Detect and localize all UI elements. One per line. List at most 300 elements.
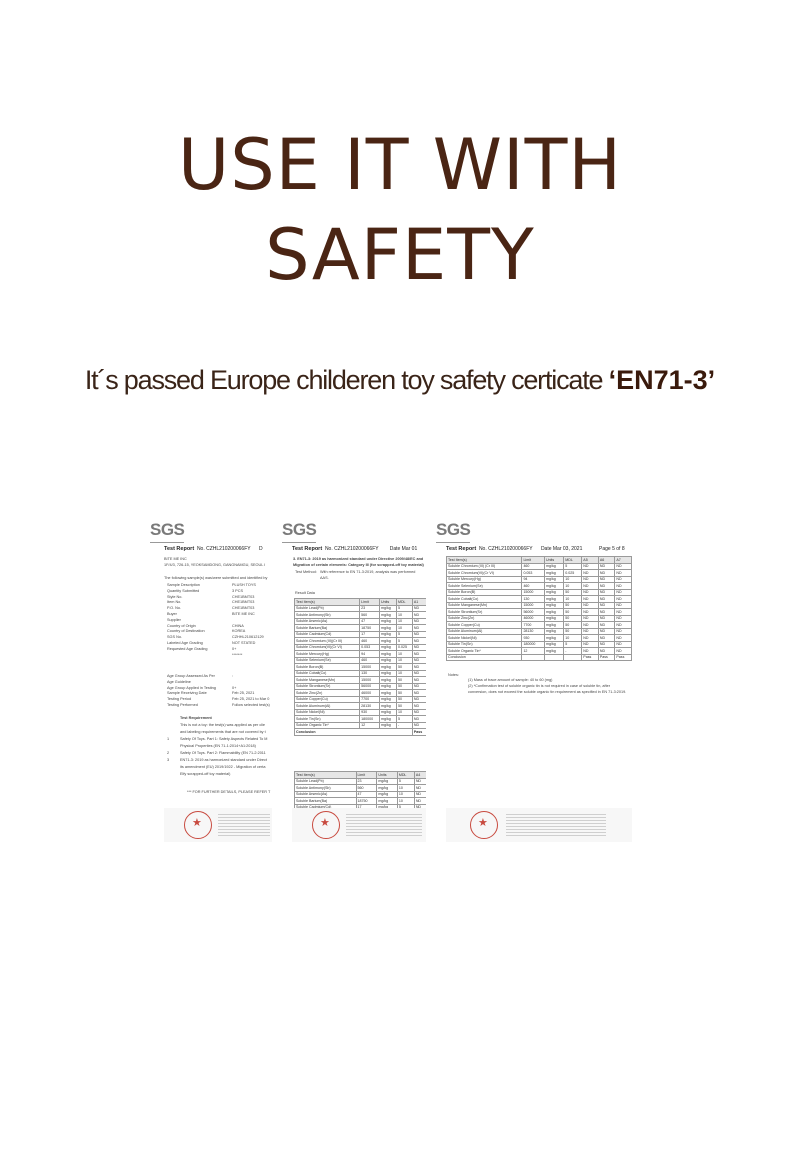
table-cell: 560	[356, 785, 377, 792]
field-value: PLUSH TOYS	[232, 583, 256, 587]
table-cell: 56000	[360, 683, 380, 690]
field-value: NOT STATED	[232, 641, 256, 645]
table-cell: Soluble Boron(B)	[447, 589, 522, 596]
table-cell: 7700	[522, 622, 545, 629]
table-cell: ND	[615, 589, 632, 596]
table-cell: mg/kg	[377, 778, 398, 785]
table-cell	[522, 654, 545, 661]
table-cell: mg/kg	[545, 648, 564, 655]
table-cell: 15000	[360, 677, 380, 684]
table-cell: ND	[598, 589, 615, 596]
table-cell: mg/kg	[380, 625, 397, 632]
field-value: 0+	[232, 685, 237, 690]
table-cell: ND	[412, 703, 426, 710]
table-cell: 10	[396, 651, 412, 658]
table-cell: 0.053	[522, 570, 545, 577]
table-cell: ND	[615, 628, 632, 635]
field-value: CHINA	[232, 623, 244, 628]
table-cell: mg/kg	[380, 709, 397, 716]
table-cell: ND	[412, 683, 426, 690]
table-cell: ND	[582, 609, 599, 616]
table-cell: 10	[396, 618, 412, 625]
report-header: Test Report No. CZHL210200066FY Date Mar 01	[292, 546, 418, 552]
table-cell: 50	[564, 602, 582, 609]
table-cell: Soluble Zinc(Zn)	[447, 615, 522, 622]
table-cell: ND	[598, 641, 615, 648]
table-cell: 15000	[522, 602, 545, 609]
table-cell: ND	[615, 648, 632, 655]
column-header: Limit	[522, 557, 545, 564]
table-cell: mg/kg	[377, 798, 398, 805]
table-cell: Pass	[582, 654, 599, 661]
field-value: CHE1BMT03	[232, 606, 255, 611]
column-header: Test Item(s)	[295, 599, 360, 606]
table-cell: 47	[356, 791, 377, 798]
table-cell: 28130	[522, 628, 545, 635]
table-cell: ND	[582, 615, 599, 622]
table-cell: Soluble Antimony(Sb)	[295, 785, 357, 792]
table-cell: Soluble Barium(Ba)	[295, 798, 357, 805]
column-header: MDL	[396, 599, 412, 606]
table-cell: Soluble Arsenic(As)	[295, 791, 357, 798]
table-cell: ND	[598, 583, 615, 590]
table-cell: ND	[412, 612, 426, 619]
table-cell: Soluble Tin(Sn)	[447, 641, 522, 648]
table-cell: ND	[615, 609, 632, 616]
table-cell: 10	[397, 785, 414, 792]
table-cell	[564, 654, 582, 661]
table-cell: 50	[564, 622, 582, 629]
sgs-stamp-icon	[470, 811, 498, 839]
table-cell: ND	[412, 657, 426, 664]
column-header: A6	[598, 557, 615, 564]
table-cell: 5	[396, 631, 412, 638]
table-cell: ND	[582, 648, 599, 655]
table-cell: 560	[360, 612, 380, 619]
standard-title: 3. EN71-3: 2019 as harmonized standard under Directive 2009/48/EC and	[293, 557, 424, 561]
table-cell: ND	[615, 602, 632, 609]
method-label: Test Method:	[295, 570, 317, 574]
table-cell: mg/kg	[545, 596, 564, 603]
table-cell: 10	[396, 612, 412, 619]
conclusion-label: Conclusion	[295, 729, 413, 736]
table-cell: ND	[615, 615, 632, 622]
table-cell: ND	[598, 576, 615, 583]
column-header: Test Item(s)	[295, 772, 357, 779]
table-cell: 12	[360, 722, 380, 729]
table-cell: Soluble Cobalt(Co)	[447, 596, 522, 603]
column-header: Test Item(s)	[447, 557, 522, 564]
field-value: BITE ME INC	[232, 612, 255, 616]
table-cell: 5	[564, 641, 582, 648]
table-cell: Soluble Aluminum(Al)	[447, 628, 522, 635]
table-cell: 10	[396, 657, 412, 664]
table-cell: Soluble Lead(Pb)	[295, 605, 360, 612]
table-cell: 15000	[360, 664, 380, 671]
table-cell: ND	[412, 644, 426, 651]
table-cell: ND	[582, 602, 599, 609]
report-header: Test Report No. CZHL210200066FY D	[164, 546, 263, 552]
table-cell: ND	[582, 641, 599, 648]
table-cell: ND	[412, 722, 426, 729]
table-cell: 10	[396, 625, 412, 632]
table-cell: mg/kg	[380, 618, 397, 625]
field-label: Country of Destination	[167, 629, 205, 634]
table-cell: ND	[414, 785, 426, 792]
table-cell: Soluble Nickel(Ni)	[295, 709, 360, 716]
table-cell: ND	[582, 589, 599, 596]
table-cell: mg/kg	[380, 690, 397, 697]
table-cell: Soluble Strontium(Sr)	[447, 609, 522, 616]
table-cell: Soluble Barium(Ba)	[295, 625, 360, 632]
sgs-logo: SGS	[436, 520, 471, 539]
table-row	[447, 654, 632, 661]
requirement-text: and labeling requirements that are not covered by t	[180, 730, 266, 734]
table-cell: Soluble Strontium(Sr)	[295, 683, 360, 690]
requirement-header: Test Requirement	[180, 716, 212, 720]
table-cell: ND	[412, 625, 426, 632]
table-cell: 930	[522, 635, 545, 642]
table-cell: Soluble Chromium(VI)(Cr VI)	[447, 570, 522, 577]
table-cell: 94	[522, 576, 545, 583]
table-cell: mg/kg	[380, 683, 397, 690]
table-cell: 23	[360, 605, 380, 612]
table-cell: ND	[412, 690, 426, 697]
column-header: Units	[377, 772, 398, 779]
column-header: Units	[380, 599, 397, 606]
table-cell: mg/kg	[545, 622, 564, 629]
field-value: Feb 25, 2021	[232, 691, 255, 696]
table-cell: ND	[414, 778, 426, 785]
table-cell: mg/kg	[380, 670, 397, 677]
table-cell: 50	[396, 690, 412, 697]
result-table	[446, 556, 632, 661]
table-cell: Soluble Tin(Sn)	[295, 716, 360, 723]
field-value: CHE1BMT03	[232, 594, 255, 599]
table-cell: ND	[582, 583, 599, 590]
table-cell: 5	[397, 778, 414, 785]
table-cell: ND	[582, 596, 599, 603]
field-label: Country of Origin	[167, 623, 196, 628]
method-text: With reference to EN 71-3:2019, analysis was performed	[320, 570, 416, 574]
table-cell: mg/kg	[380, 605, 397, 612]
table-cell: 0.025	[396, 644, 412, 651]
table-cell: 10	[396, 709, 412, 716]
table-cell: 7700	[360, 696, 380, 703]
table-cell: ND	[615, 596, 632, 603]
field-value: Follow selected test(s)	[232, 703, 270, 707]
table-cell: 10	[564, 576, 582, 583]
result-table	[294, 598, 426, 736]
table-cell: ND	[598, 609, 615, 616]
requirement-number: 2	[167, 751, 170, 755]
table-cell: ND	[582, 628, 599, 635]
table-cell: 130	[522, 596, 545, 603]
table-cell: 10	[564, 583, 582, 590]
requirement-number: 1	[167, 737, 170, 741]
table-cell: 56000	[522, 609, 545, 616]
sgs-stamp-icon	[312, 811, 340, 839]
column-header: MDL	[397, 772, 414, 779]
column-header: Limit	[356, 772, 377, 779]
field-label: Requested Age Grading	[167, 646, 208, 651]
headline-line-1: USE IT WITH	[177, 124, 623, 206]
table-cell: ND	[412, 651, 426, 658]
table-cell: 23	[356, 778, 377, 785]
table-cell: 180000	[360, 716, 380, 723]
requirement-text: This is not a toy: the test(s) was applied as per clie	[180, 723, 266, 727]
table-cell: 15000	[522, 589, 545, 596]
table-cell: ND	[598, 628, 615, 635]
table-cell: Soluble Lead(Pb)	[295, 778, 357, 785]
notes-label: Notes:	[448, 673, 459, 677]
field-label: Sample Receiving Date	[167, 691, 207, 696]
table-cell: mg/kg	[545, 641, 564, 648]
table-cell: 10	[397, 791, 414, 798]
table-cell: ND	[598, 635, 615, 642]
table-cell: ND	[582, 622, 599, 629]
field-value: CZHHL210612129	[232, 635, 264, 640]
result-table-2	[294, 771, 426, 811]
table-cell: Soluble Manganese(Mn)	[295, 677, 360, 684]
note-line: (2) *Confirmation test of soluble organic tin is not required in case of soluble tin, after	[468, 684, 611, 688]
footer-note: *** FOR FURTHER DETAILS, PLEASE REFER T	[187, 790, 271, 794]
table-cell: mg/kg	[380, 677, 397, 684]
field-label: Age Group Applied in Testing	[167, 685, 216, 690]
table-cell: ND	[598, 570, 615, 577]
table-cell: Conclusion	[447, 654, 522, 661]
table-cell: mg/kg	[377, 791, 398, 798]
table-cell: ND	[412, 664, 426, 671]
table-cell: 94	[360, 651, 380, 658]
table-cell: 18750	[356, 798, 377, 805]
table-cell: mg/kg	[380, 631, 397, 638]
table-cell: Soluble Zinc(Zn)	[295, 690, 360, 697]
table-cell: ND	[582, 563, 599, 570]
sgs-stamp-icon	[184, 811, 212, 839]
note-line: (1) Mass of trace amount of sample: 40 to 60 (mg)	[468, 678, 553, 682]
table-cell: mg/kg	[545, 635, 564, 642]
table-cell: ND	[598, 615, 615, 622]
table-cell: 50	[564, 615, 582, 622]
table-cell: ND	[582, 635, 599, 642]
table-cell: Soluble Organic Tin*	[295, 722, 360, 729]
table-cell: mg/kg	[380, 657, 397, 664]
field-value: :	[232, 674, 234, 678]
table-cell: 18750	[360, 625, 380, 632]
standard-subtitle: Migration of certain elements: Category III (for scrapped-off toy material)	[293, 563, 424, 567]
table-cell: Soluble Manganese(Mn)	[447, 602, 522, 609]
table-cell: Soluble Boron(B)	[295, 664, 360, 671]
table-cell: ND	[582, 570, 599, 577]
table-cell: 47	[360, 618, 380, 625]
table-cell: 5	[396, 605, 412, 612]
column-header: A5	[582, 557, 599, 564]
table-cell: Soluble Chromium(VI)(Cr VI)	[295, 644, 360, 651]
field-label: Style No.	[167, 594, 183, 599]
field-label: Sample Description	[167, 583, 200, 587]
table-cell: mg/kg	[545, 628, 564, 635]
table-cell: 0.025	[564, 570, 582, 577]
table-cell: mg/kg	[380, 664, 397, 671]
table-cell: 460	[360, 657, 380, 664]
table-cell: ND	[615, 622, 632, 629]
table-cell: 180000	[522, 641, 545, 648]
field-label: Age Group Assessed As Per	[167, 674, 215, 678]
table-cell: mg/kg	[545, 602, 564, 609]
test-report-page-1	[142, 518, 272, 846]
field-label: SGS No.	[167, 635, 182, 640]
field-label: Testing Performed	[167, 703, 198, 707]
fine-print	[506, 814, 606, 836]
sgs-logo: SGS	[150, 520, 185, 539]
table-cell: Soluble Arsenic(As)	[295, 618, 360, 625]
table-cell: 930	[360, 709, 380, 716]
intro-text: The following sample(s) was/were submitted and identified by	[164, 576, 268, 580]
table-cell: Soluble Antimony(Sb)	[295, 612, 360, 619]
method-text-2: AAS.	[320, 576, 329, 580]
field-label: Quantity Submitted	[167, 588, 200, 593]
column-header: A4	[414, 772, 426, 779]
table-cell: Pass	[598, 654, 615, 661]
table-cell: 50	[564, 589, 582, 596]
field-value: Feb 25, 2021 to Mar 0	[232, 697, 270, 702]
table-cell: ND	[615, 576, 632, 583]
report-footer	[446, 808, 632, 842]
table-cell: 50	[396, 683, 412, 690]
field-label: Item No.	[167, 600, 182, 605]
field-label: P.O. No.	[167, 606, 182, 611]
table-cell: 17	[360, 631, 380, 638]
field-value: *******	[232, 652, 243, 657]
requirement-text: its amendment (EU) 2019/1922 - Migration of certa	[180, 765, 266, 769]
table-cell: mg/kg	[545, 583, 564, 590]
conclusion-value: Pass	[412, 729, 426, 736]
table-cell: Soluble Nickel(Ni)	[447, 635, 522, 642]
table-cell: 0.053	[360, 644, 380, 651]
table-cell: ND	[598, 622, 615, 629]
table-cell: ND	[412, 618, 426, 625]
table-cell: Soluble Copper(Cu)	[295, 696, 360, 703]
note-line: conversion, does not exceed the soluble organic tin requirement as specified in EN 71-3:2019.	[468, 690, 627, 694]
table-cell: ND	[412, 670, 426, 677]
table-cell: ND	[412, 631, 426, 638]
table-cell: Soluble Chromium (III) (Cr III)	[447, 563, 522, 570]
table-cell: Soluble Cobalt(Co)	[295, 670, 360, 677]
column-header: A7	[615, 557, 632, 564]
table-cell: 10	[564, 635, 582, 642]
table-cell: mg/kg	[545, 609, 564, 616]
table-cell: 50	[564, 628, 582, 635]
table-cell: mg/kg	[545, 576, 564, 583]
caption-text: It´s passed Europe childeren toy safety certicate	[84, 365, 609, 395]
sgs-logo: SGS	[282, 520, 317, 539]
table-cell: 50	[396, 696, 412, 703]
table-cell: 10	[396, 670, 412, 677]
table-cell: 5	[396, 716, 412, 723]
table-cell: mg/kg	[380, 612, 397, 619]
table-cell: Soluble Organic Tin*	[447, 648, 522, 655]
table-cell: 130	[360, 670, 380, 677]
field-label: Supplier	[167, 617, 181, 622]
requirement-text: Elfy scrapped-off toy material)	[180, 772, 231, 776]
table-cell: ND	[412, 605, 426, 612]
test-report-page-2	[280, 518, 426, 846]
table-cell: mg/kg	[380, 722, 397, 729]
report-header: Test Report No. CZHL210200066FY Date Mar 03, 2021 Page 5 of 8	[446, 546, 625, 552]
table-cell: ND	[598, 596, 615, 603]
requirement-text: Physical Properties (EN 71-1:2014+A1:2018)	[180, 744, 256, 748]
table-cell: mg/kg	[545, 615, 564, 622]
table-cell: ND	[414, 791, 426, 798]
table-cell: Soluble Aluminum(Al)	[295, 703, 360, 710]
table-cell: -	[564, 648, 582, 655]
table-cell: 46000	[522, 615, 545, 622]
table-cell: 10	[397, 798, 414, 805]
table-cell: ND	[414, 798, 426, 805]
table-cell: ND	[412, 716, 426, 723]
table-cell: 460	[522, 583, 545, 590]
column-header: MDL	[564, 557, 582, 564]
table-cell: mg/kg	[377, 785, 398, 792]
table-cell: Soluble Selenium(Se)	[295, 657, 360, 664]
fine-print	[218, 814, 270, 836]
table-cell: ND	[598, 648, 615, 655]
table-cell: mg/kg	[380, 638, 397, 645]
client-address: 1F/4/3, 726-15, YEOKSAMDONG, GANGNAMGU, SEOUL I	[164, 563, 266, 567]
field-label: Buyer	[167, 612, 177, 616]
requirement-text: Safety Of Toys. Part 2: Flammability (EN 71-2:2011	[180, 751, 266, 755]
requirement-text: Safety Of Toys. Part 1: Safety Aspects Related To M	[180, 737, 268, 741]
field-label: Testing Period	[167, 697, 192, 702]
table-cell: ND	[598, 563, 615, 570]
table-cell: Soluble Mercury(Hg)	[295, 651, 360, 658]
field-value: 3 PCS	[232, 588, 243, 593]
report-footer	[292, 808, 426, 842]
table-cell: Soluble Cadmium(Cd)	[295, 631, 360, 638]
table-cell: ND	[598, 602, 615, 609]
table-cell: ND	[412, 638, 426, 645]
table-cell: ND	[615, 570, 632, 577]
table-cell: ND	[412, 709, 426, 716]
table-cell: ND	[412, 696, 426, 703]
table-cell: 50	[396, 703, 412, 710]
table-cell: -	[396, 722, 412, 729]
table-cell: 46000	[360, 690, 380, 697]
table-cell: 28130	[360, 703, 380, 710]
certificate-name: ‘EN71-3’	[608, 365, 716, 395]
table-cell: 5	[396, 638, 412, 645]
table-cell: 460	[522, 563, 545, 570]
table-cell: ND	[412, 677, 426, 684]
column-header: Units	[545, 557, 564, 564]
table-cell: 10	[564, 596, 582, 603]
table-cell: mg/kg	[545, 563, 564, 570]
field-label: Labeled Age Grading	[167, 641, 203, 645]
column-header: Limit	[360, 599, 380, 606]
fine-print	[346, 814, 422, 836]
test-report-page-3	[436, 518, 634, 846]
table-cell: ND	[582, 576, 599, 583]
field-value: KOREA	[232, 629, 246, 634]
table-cell: ND	[615, 583, 632, 590]
table-cell: 50	[564, 609, 582, 616]
requirement-text: EN71-3: 2019 as harmonized standard under Direct	[180, 758, 267, 762]
table-cell: 50	[396, 664, 412, 671]
headline-line-2: SAFETY	[265, 214, 535, 296]
conclusion-row	[295, 729, 427, 736]
table-cell: mg/kg	[545, 570, 564, 577]
